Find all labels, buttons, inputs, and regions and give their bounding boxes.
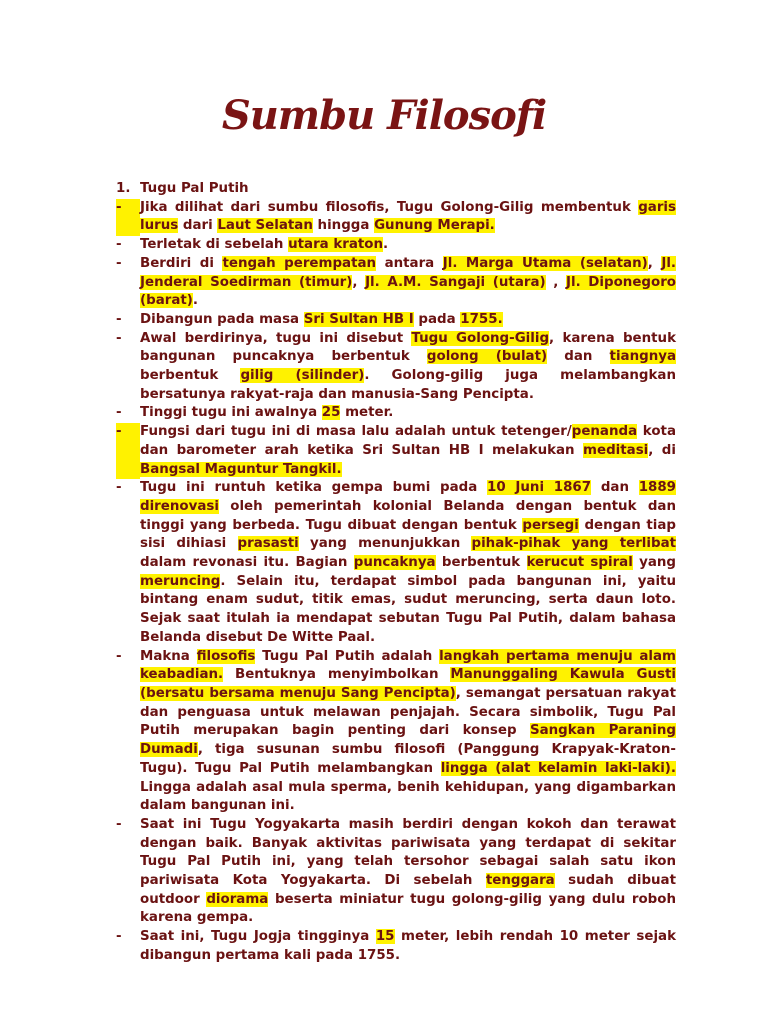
highlighted-text: kerucut spiral [526, 555, 633, 571]
highlighted-text: 25 [321, 405, 341, 421]
section-number: 1. [116, 181, 131, 196]
bullet-text [140, 255, 676, 311]
text-segment: Berdiri di [140, 255, 223, 271]
text-segment: antara [376, 255, 443, 271]
text-segment: meter. [340, 405, 394, 421]
bullet-item [116, 816, 676, 928]
bullet-text [140, 928, 676, 965]
text-segment: . Selain itu, terdapat simbol pada bangunan ini, yaitu bintang enam sudut, titik emas, sudut meruncing, serta daun loto. Sejak saat itulah ia mendapat sebutan Tugu Pal Putih, dalam bahasa Belanda disebut De Witte Paal. [140, 573, 676, 645]
highlighted-text: prasasti [237, 536, 299, 552]
highlighted-text: 10 Juni 1867 [487, 480, 592, 496]
bullet-text [140, 479, 676, 647]
bullet-marker: - [116, 405, 122, 421]
bullet-item [116, 311, 676, 330]
bullet-text [140, 330, 676, 405]
bullet-item [116, 648, 676, 816]
text-segment: , [352, 274, 366, 290]
text-segment: . [192, 293, 198, 309]
highlighted-text: meditasi [583, 442, 649, 458]
bullet-item [116, 330, 676, 405]
bullet-marker: - [116, 929, 122, 945]
text-segment: , karena bentuk bangunan puncaknya berbentuk [140, 330, 676, 365]
bullet-marker: - [116, 237, 122, 253]
text-segment: dan [547, 349, 610, 365]
bullet-text [140, 199, 676, 236]
text-segment: . Golong-gilig juga melambangkan bersatunya rakyat-raja dan manusia-Sang Pencipta. [140, 368, 676, 402]
text-segment: , semangat persatuan rakyat dan penguasa untuk melawan penjajah. Secara simbolik, Tugu Pal Putih merupakan bagin penting dari konsep [140, 685, 676, 739]
highlighted-text: Sangkan Paraning Dumadi [140, 723, 677, 758]
bullet-item [116, 928, 676, 965]
text-segment: dari [178, 218, 218, 234]
text-segment: , [647, 255, 662, 271]
highlighted-text: Laut Selatan [217, 218, 313, 234]
bullet-item [116, 255, 676, 311]
bullet-marker: - [116, 480, 122, 496]
bullet-item [116, 404, 676, 423]
text-segment: Lingga adalah asal mula sperma, benih kehidupan, yang digambarkan dalam bangunan ini. [140, 779, 676, 814]
text-segment: Bentuknya menyimbolkan [223, 667, 451, 683]
highlighted-text: diorama [206, 891, 269, 907]
text-segment: Saat ini Tugu Yogyakarta masih berdiri dengan kokoh dan terawat dengan baik. Banyak aktivitas pariwisata yang terdapat di sekitar Tugu Pal Putih ini, yang telah tersohor sebagai salah satu ikon pariwisata Kota Yogyakarta. Di sebelah [140, 816, 676, 889]
bullet-text [140, 648, 676, 816]
text-segment: kota dan barometer arah ketika Sri Sultan HB I melakukan [140, 424, 676, 458]
text-segment: beserta miniatur tugu golong-gilig yang dulu roboh karena gempa. [140, 891, 677, 926]
bullet-marker: - [116, 199, 140, 236]
text-segment: Jika dilihat dari sumbu filosofis, Tugu Golong-Gilig membentuk [140, 199, 639, 215]
text-segment: pada [413, 311, 461, 327]
text-segment: Terletak di sebelah [140, 237, 289, 253]
highlighted-text: garis lurus [140, 199, 676, 234]
highlighted-text: Jl. Diponegoro (barat) [140, 274, 676, 309]
highlighted-text: 15 [375, 929, 395, 945]
text-segment: Fungsi dari tugu ini di masa lalu adalah untuk tetenger/ [140, 424, 572, 440]
highlighted-text: persegi [522, 517, 579, 533]
text-segment: dalam revonasi itu. Bagian [140, 555, 354, 571]
text-segment: . [383, 237, 389, 253]
text-segment: berbentuk [435, 555, 527, 571]
highlighted-text: utara kraton [288, 237, 384, 253]
text-segment: berbentuk [140, 368, 241, 384]
highlighted-text: puncaknya [353, 555, 436, 571]
highlighted-text: Manunggaling Kawula Gusti (bersatu bersama menuju Sang Pencipta) [140, 667, 676, 701]
bullet-marker: - [116, 423, 140, 479]
bullet-marker: - [116, 816, 122, 832]
bullet-marker: - [116, 255, 122, 271]
highlighted-text: Jl. Jenderal Soedirman (timur) [140, 255, 677, 290]
text-segment: sudah dibuat outdoor [140, 873, 676, 907]
bullet-marker: - [116, 311, 122, 327]
bullet-marker: - [116, 648, 122, 664]
highlighted-text: 1889 direnovasi [140, 480, 676, 514]
highlighted-text: tengah perempatan [222, 255, 377, 271]
text-segment: oleh pemerintah kolonial Belanda dengan bentuk dan tinggi yang berbeda. Tugu dibuat dengan bentuk [140, 498, 676, 533]
bullet-text [140, 404, 676, 423]
highlighted-text: lingga (alat kelamin laki-laki). [440, 760, 676, 776]
text-segment: Tinggi tugu ini awalnya [140, 405, 322, 421]
highlighted-text: Tugu Golong-Gilig [411, 330, 550, 346]
highlighted-text: Jl. Marga Utama (selatan) [442, 255, 648, 271]
bullet-marker: - [116, 330, 122, 346]
text-segment: dengan tiap sisi dihiasi [140, 517, 676, 552]
section-heading [116, 180, 676, 199]
text-segment: yang [632, 555, 676, 571]
text-segment: Tugu ini runtuh ketika gempa bumi pada [140, 480, 488, 496]
highlighted-text: penanda [571, 424, 638, 440]
bullet-text [140, 311, 676, 330]
text-segment: , [545, 274, 566, 290]
bullet-text [140, 816, 676, 928]
page-title: Sumbu Filosofi [221, 92, 547, 139]
highlighted-text: tenggara [485, 873, 555, 889]
highlighted-text: filosofis [196, 648, 256, 664]
highlighted-text: pihak-pihak yang terlibat [471, 536, 677, 552]
bullet-list [116, 199, 676, 966]
text-segment: hingga [312, 218, 375, 234]
text-segment: , tiga susunan sumbu filosofi (Panggung Krapyak-Kraton-Tugu). Tugu Pal Putih melambangkan [140, 742, 676, 776]
highlighted-text: langkah pertama menuju alam keabadian. [140, 648, 676, 683]
bullet-item [116, 199, 676, 236]
section-heading-text: Tugu Pal Putih [140, 181, 249, 196]
highlighted-text: 1755. [460, 311, 503, 327]
text-segment: yang menunjukkan [298, 536, 472, 552]
highlighted-text: tiangnya [609, 349, 676, 365]
bullet-item [116, 236, 676, 255]
text-segment: Tugu Pal Putih adalah [255, 648, 440, 664]
bullet-item [116, 423, 676, 479]
highlighted-text: meruncing [140, 573, 221, 589]
text-segment: , di [648, 442, 676, 458]
text-segment: Makna [140, 648, 197, 664]
text-segment: Saat ini, Tugu Jogja tingginya [140, 929, 376, 945]
highlighted-text: Bangsal Maguntur Tangkil. [140, 461, 342, 477]
bullet-text [140, 423, 676, 479]
text-segment: meter, lebih rendah 10 meter sejak dibangun pertama kali pada 1755. [140, 929, 677, 963]
document-body [116, 180, 676, 966]
highlighted-text: Gunung Merapi. [374, 218, 495, 234]
text-segment: Dibangun pada masa [140, 311, 304, 327]
highlighted-text: Jl. A.M. Sangaji (utara) [365, 274, 546, 290]
highlighted-text: gilig (silinder) [240, 368, 365, 384]
highlighted-text: Sri Sultan HB I [303, 311, 414, 327]
text-segment: Awal berdirinya, tugu ini disebut [140, 330, 412, 346]
bullet-text [140, 236, 676, 255]
bullet-item [116, 479, 676, 647]
highlighted-text: golong (bulat) [426, 349, 548, 365]
text-segment: dan [591, 480, 639, 496]
